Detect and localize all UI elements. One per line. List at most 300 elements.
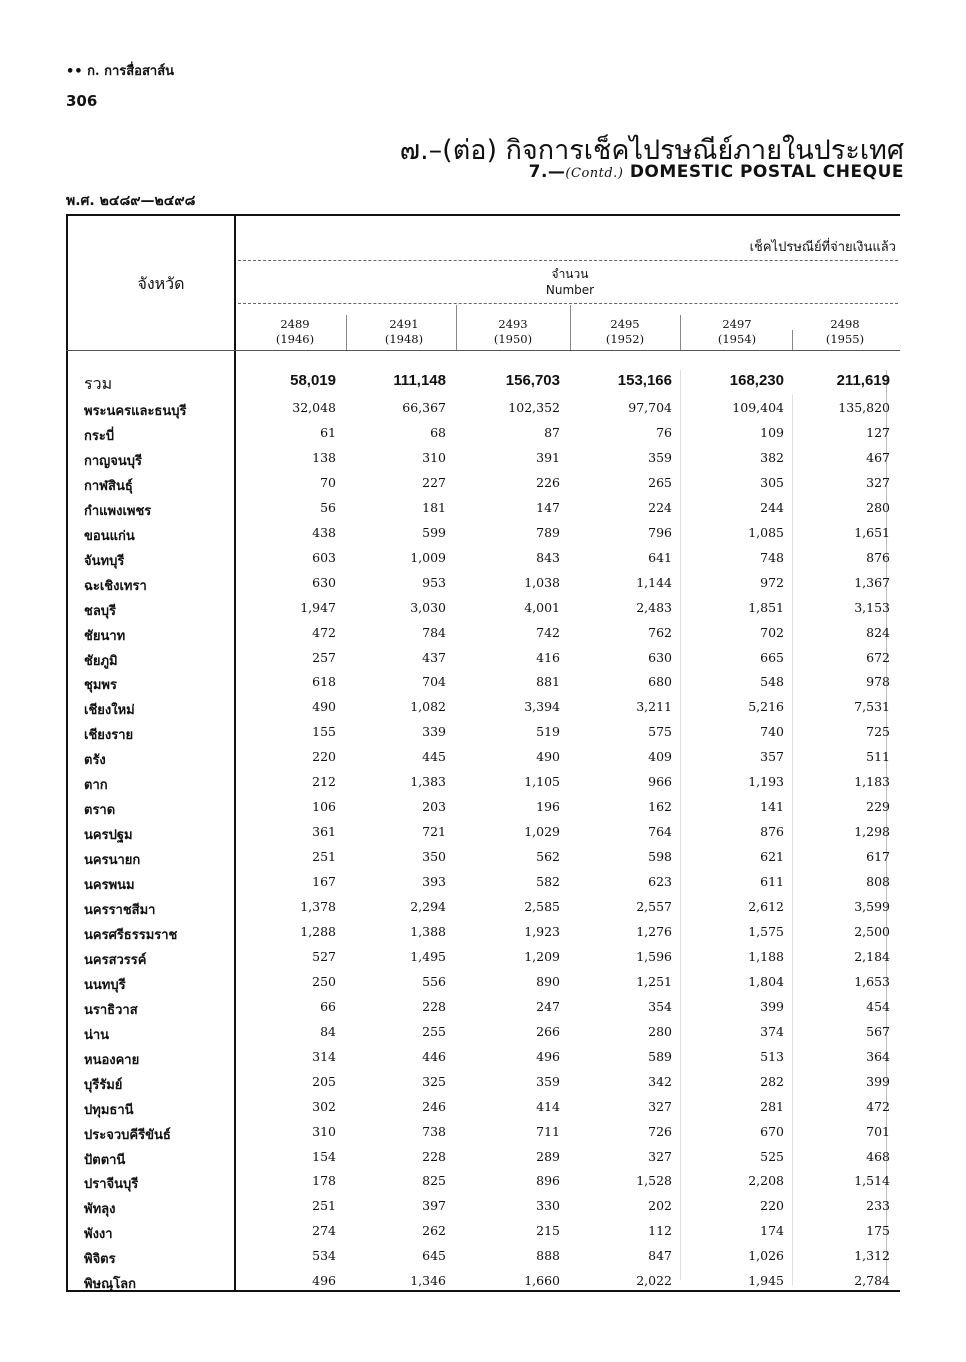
value-cell: 618	[312, 674, 336, 690]
value-cell: 621	[760, 849, 784, 865]
value-cell: 280	[648, 1023, 672, 1039]
table-row	[68, 1173, 900, 1198]
value-cell: 56	[320, 499, 336, 515]
value-cell: 617	[866, 849, 890, 865]
province-name: เชียงราย	[84, 728, 134, 744]
value-cell: 156,703	[505, 372, 560, 389]
value-cell: 847	[648, 1248, 672, 1264]
value-cell: 135,820	[838, 400, 890, 415]
province-name: นครราชสีมา	[84, 903, 156, 918]
title-en-prefix: 7.—	[528, 162, 566, 182]
province-name: ฉะเชิงเทรา	[84, 578, 147, 594]
value-cell: 1,105	[524, 774, 560, 790]
column-separator	[456, 305, 457, 350]
value-cell: 84	[320, 1023, 336, 1039]
value-cell: 175	[866, 1223, 890, 1239]
value-cell: 721	[422, 824, 446, 840]
value-cell: 519	[536, 724, 560, 740]
table-row	[68, 974, 900, 999]
value-cell: 305	[760, 474, 784, 490]
value-cell: 468	[866, 1148, 890, 1164]
value-cell: 611	[760, 874, 784, 890]
year-ce: (1948)	[384, 332, 424, 346]
value-cell: 630	[648, 649, 672, 665]
province-column-header: จังหวัด	[137, 274, 185, 293]
value-cell: 1,298	[854, 824, 890, 840]
value-cell: 726	[648, 1123, 672, 1139]
value-cell: 896	[536, 1173, 560, 1189]
province-name: พิจิตร	[84, 1252, 116, 1268]
table-row	[68, 999, 900, 1024]
value-cell: 711	[536, 1123, 560, 1139]
value-cell: 251	[312, 849, 336, 865]
value-cell: 220	[312, 749, 336, 765]
value-cell: 513	[760, 1048, 784, 1064]
province-name: ปราจีนบุรี	[84, 1177, 139, 1193]
value-cell: 289	[536, 1148, 560, 1164]
value-cell: 1,367	[854, 574, 890, 590]
value-cell: 575	[648, 724, 672, 740]
value-cell: 1,288	[300, 923, 336, 939]
province-name: นครพนม	[84, 878, 135, 894]
province-name: กำแพงเพชร	[84, 503, 152, 519]
value-cell: 196	[536, 799, 560, 815]
year-be: 2489	[280, 317, 310, 331]
value-cell: 562	[536, 849, 560, 865]
value-cell: 203	[422, 799, 446, 815]
value-cell: 824	[866, 624, 890, 640]
value-cell: 7,531	[854, 699, 890, 715]
value-cell: 1,085	[748, 524, 784, 540]
value-cell: 212	[312, 774, 336, 790]
value-cell: 1,575	[748, 923, 784, 939]
value-cell: 327	[866, 474, 890, 490]
table-row	[68, 749, 900, 774]
value-cell: 1,495	[410, 948, 446, 964]
value-cell: 397	[422, 1198, 446, 1214]
table-row	[68, 1049, 900, 1074]
value-cell: 1,183	[854, 774, 890, 790]
province-name: รวม	[84, 374, 113, 393]
table-row	[68, 874, 900, 899]
province-name: ชัยภูมิ	[84, 653, 118, 669]
value-cell: 155	[312, 724, 336, 740]
value-cell: 825	[422, 1173, 446, 1189]
value-cell: 262	[422, 1223, 446, 1239]
value-cell: 76	[656, 424, 672, 440]
page-number: 306	[66, 92, 98, 110]
value-cell: 2,500	[854, 923, 890, 939]
value-cell: 641	[648, 549, 672, 565]
value-cell: 399	[866, 1073, 890, 1089]
value-cell: 467	[866, 449, 890, 465]
column-separator	[680, 315, 681, 350]
province-name: ชุมพร	[84, 678, 117, 694]
value-cell: 589	[648, 1048, 672, 1064]
value-cell: 202	[648, 1198, 672, 1214]
table-row	[68, 1198, 900, 1223]
value-cell: 302	[312, 1098, 336, 1114]
value-cell: 1,009	[410, 549, 446, 565]
value-cell: 102,352	[508, 400, 560, 415]
table-row	[68, 1024, 900, 1049]
table-row	[68, 674, 900, 699]
value-cell: 109,404	[732, 400, 784, 415]
column-separator	[792, 330, 793, 350]
value-cell: 4,001	[524, 599, 560, 615]
table-row	[68, 600, 900, 625]
value-cell: 1,804	[748, 973, 784, 989]
value-cell: 109	[760, 424, 784, 440]
value-cell: 784	[422, 624, 446, 640]
year-be: 2498	[830, 317, 860, 331]
table-row	[68, 1099, 900, 1124]
value-cell: 339	[422, 724, 446, 740]
value-cell: 61	[320, 424, 336, 440]
table-row	[68, 774, 900, 799]
year-ce: (1955)	[825, 332, 865, 346]
table-row	[68, 899, 900, 924]
year-header	[463, 317, 563, 347]
value-cell: 391	[536, 449, 560, 465]
value-cell: 282	[760, 1073, 784, 1089]
province-name: น่าน	[84, 1027, 110, 1043]
table-row	[68, 500, 900, 525]
province-name: ปทุมธานี	[84, 1102, 134, 1118]
province-name: ตาก	[84, 778, 108, 794]
year-header	[795, 317, 895, 347]
value-cell: 725	[866, 724, 890, 740]
value-cell: 598	[648, 849, 672, 865]
value-cell: 2,022	[636, 1273, 672, 1289]
value-cell: 742	[536, 624, 560, 640]
year-header	[575, 317, 675, 347]
table-row	[68, 625, 900, 650]
province-name: ปัตตานี	[84, 1152, 126, 1168]
province-name: ชัยนาท	[84, 628, 126, 644]
value-cell: 1,346	[410, 1273, 446, 1289]
province-name: พังงา	[84, 1227, 113, 1243]
value-cell: 127	[866, 424, 890, 440]
table-row	[68, 849, 900, 874]
value-cell: 58,019	[290, 372, 336, 389]
table-row	[68, 400, 900, 425]
value-cell: 630	[312, 574, 336, 590]
number-header-thai: จำนวน	[551, 267, 589, 281]
value-cell: 2,585	[524, 899, 560, 914]
value-cell: 359	[536, 1073, 560, 1089]
value-cell: 534	[312, 1248, 336, 1264]
value-cell: 556	[422, 973, 446, 989]
year-ce: (1946)	[275, 332, 315, 346]
value-cell: 3,030	[410, 599, 446, 615]
value-cell: 525	[760, 1148, 784, 1164]
year-be: 2491	[389, 317, 419, 331]
year-header	[687, 317, 787, 347]
value-cell: 953	[422, 574, 446, 590]
value-cell: 978	[866, 674, 890, 690]
table-row	[68, 1074, 900, 1099]
value-cell: 665	[760, 649, 784, 665]
value-cell: 226	[536, 474, 560, 490]
table-row	[68, 1273, 900, 1298]
total-row	[68, 372, 900, 397]
value-cell: 1,923	[524, 923, 560, 939]
value-cell: 399	[760, 998, 784, 1014]
value-cell: 740	[760, 724, 784, 740]
province-name: พระนครและธนบุรี	[84, 404, 187, 419]
value-cell: 32,048	[292, 400, 336, 415]
value-cell: 147	[536, 499, 560, 515]
value-cell: 106	[312, 799, 336, 815]
value-cell: 881	[536, 674, 560, 690]
value-cell: 1,026	[748, 1248, 784, 1264]
value-cell: 247	[536, 998, 560, 1014]
running-head: •• ก. การสื่อสาส์น	[66, 64, 175, 79]
value-cell: 1,596	[636, 948, 672, 964]
province-name: เชียงใหม่	[84, 703, 135, 719]
value-cell: 228	[422, 1148, 446, 1164]
title-en-main: DOMESTIC POSTAL CHEQUE	[629, 162, 904, 182]
year-be: 2497	[722, 317, 752, 331]
value-cell: 229	[866, 799, 890, 815]
value-cell: 265	[648, 474, 672, 490]
value-cell: 167	[312, 874, 336, 890]
value-cell: 1,188	[748, 948, 784, 964]
province-name: บุรีรัมย์	[84, 1077, 123, 1093]
value-cell: 327	[648, 1148, 672, 1164]
value-cell: 325	[422, 1073, 446, 1089]
value-cell: 548	[760, 674, 784, 690]
value-cell: 438	[312, 524, 336, 540]
value-cell: 5,216	[748, 699, 784, 715]
value-cell: 704	[422, 674, 446, 690]
value-cell: 350	[422, 849, 446, 865]
value-cell: 496	[536, 1048, 560, 1064]
table-row	[68, 550, 900, 575]
table-row	[68, 1124, 900, 1149]
value-cell: 1,209	[524, 948, 560, 964]
province-name: ตราด	[84, 803, 116, 819]
number-header	[500, 266, 640, 298]
table-row	[68, 924, 900, 949]
year-header	[354, 317, 454, 347]
value-cell: 496	[312, 1273, 336, 1289]
value-cell: 2,294	[410, 899, 446, 914]
group-header-rule	[238, 260, 898, 261]
value-cell: 205	[312, 1073, 336, 1089]
column-separator	[570, 305, 571, 350]
number-header-english: Number	[545, 283, 595, 297]
table-title-english	[529, 162, 904, 182]
province-name: ขอนแก่น	[84, 528, 135, 544]
value-cell: 437	[422, 649, 446, 665]
value-cell: 393	[422, 874, 446, 890]
value-cell: 808	[866, 874, 890, 890]
value-cell: 153,166	[617, 372, 672, 389]
table-title-thai: ๗.–(ต่อ) กิจการเช็คไปรษณีย์ภายในประเทศ	[399, 135, 904, 166]
value-cell: 876	[760, 824, 784, 840]
province-name: นครศรีธรรมราช	[84, 927, 178, 943]
table-row	[68, 525, 900, 550]
value-cell: 738	[422, 1123, 446, 1139]
province-name: กาฬสินธุ์	[84, 478, 133, 494]
value-cell: 374	[760, 1023, 784, 1039]
value-cell: 888	[536, 1248, 560, 1264]
province-name: นครปฐม	[84, 828, 133, 844]
value-cell: 224	[648, 499, 672, 515]
value-cell: 2,208	[748, 1173, 784, 1189]
value-cell: 70	[320, 474, 336, 490]
value-cell: 257	[312, 649, 336, 665]
value-cell: 490	[536, 749, 560, 765]
column-separator	[346, 315, 347, 350]
province-name: นครนายก	[84, 853, 141, 869]
cheques-paid-header: เช็คไปรษณีย์ที่จ่ายเงินแล้ว	[749, 240, 896, 255]
province-name: กระบี่	[84, 428, 115, 444]
year-header	[245, 317, 345, 347]
value-cell: 1,029	[524, 824, 560, 840]
value-cell: 454	[866, 998, 890, 1014]
value-cell: 623	[648, 874, 672, 890]
value-cell: 1,947	[300, 599, 336, 615]
value-cell: 2,483	[636, 599, 672, 615]
value-cell: 567	[866, 1023, 890, 1039]
value-cell: 361	[312, 824, 336, 840]
value-cell: 314	[312, 1048, 336, 1064]
value-cell: 789	[536, 524, 560, 540]
value-cell: 680	[648, 674, 672, 690]
period-label: พ.ศ. ๒๔๘๙—๒๔๙๘	[66, 193, 196, 209]
table-row	[68, 425, 900, 450]
value-cell: 359	[648, 449, 672, 465]
value-cell: 416	[536, 649, 560, 665]
value-cell: 233	[866, 1198, 890, 1214]
value-cell: 281	[760, 1098, 784, 1114]
value-cell: 966	[648, 774, 672, 790]
value-cell: 66	[320, 998, 336, 1014]
value-cell: 1,851	[748, 599, 784, 615]
value-cell: 1,038	[524, 574, 560, 590]
value-cell: 1,383	[410, 774, 446, 790]
value-cell: 748	[760, 549, 784, 565]
province-name: นราธิวาส	[84, 1002, 138, 1018]
value-cell: 527	[312, 948, 336, 964]
table-top-rule	[66, 214, 900, 216]
value-cell: 2,557	[636, 899, 672, 914]
value-cell: 2,612	[748, 899, 784, 914]
value-cell: 112	[648, 1223, 672, 1239]
value-cell: 890	[536, 973, 560, 989]
value-cell: 701	[866, 1123, 890, 1139]
value-cell: 1,653	[854, 973, 890, 989]
value-cell: 154	[312, 1148, 336, 1164]
value-cell: 330	[536, 1198, 560, 1214]
province-name: กาญจนบุรี	[84, 453, 142, 469]
value-cell: 162	[648, 799, 672, 815]
value-cell: 1,514	[854, 1173, 890, 1189]
year-ce: (1952)	[605, 332, 645, 346]
value-cell: 843	[536, 549, 560, 565]
table-row	[68, 1223, 900, 1248]
value-cell: 1,251	[636, 973, 672, 989]
value-cell: 211,619	[836, 372, 890, 389]
header-separator	[66, 350, 900, 351]
value-cell: 3,211	[636, 699, 672, 715]
table-row	[68, 824, 900, 849]
value-cell: 168,230	[729, 372, 784, 389]
value-cell: 599	[422, 524, 446, 540]
value-cell: 220	[760, 1198, 784, 1214]
value-cell: 244	[760, 499, 784, 515]
value-cell: 582	[536, 874, 560, 890]
value-cell: 246	[422, 1098, 446, 1114]
value-cell: 174	[760, 1223, 784, 1239]
number-header-rule	[238, 303, 898, 304]
value-cell: 97,704	[628, 400, 672, 415]
value-cell: 1,378	[300, 899, 336, 914]
value-cell: 3,394	[524, 699, 560, 715]
value-cell: 1,276	[636, 923, 672, 939]
value-cell: 251	[312, 1198, 336, 1214]
value-cell: 762	[648, 624, 672, 640]
value-cell: 764	[648, 824, 672, 840]
value-cell: 472	[312, 624, 336, 640]
value-cell: 414	[536, 1098, 560, 1114]
value-cell: 702	[760, 624, 784, 640]
year-be: 2493	[498, 317, 528, 331]
value-cell: 266	[536, 1023, 560, 1039]
value-cell: 310	[422, 449, 446, 465]
value-cell: 87	[544, 424, 560, 440]
province-name: พิษณุโลก	[84, 1277, 137, 1293]
value-cell: 68	[430, 424, 446, 440]
value-cell: 1,193	[748, 774, 784, 790]
table-row	[68, 799, 900, 824]
province-name: ตรัง	[84, 753, 106, 769]
value-cell: 327	[648, 1098, 672, 1114]
value-cell: 66,367	[402, 400, 446, 415]
value-cell: 1,660	[524, 1273, 560, 1289]
value-cell: 111,148	[393, 372, 446, 389]
table-row	[68, 575, 900, 600]
value-cell: 215	[536, 1223, 560, 1239]
province-name: นนทบุรี	[84, 977, 126, 993]
value-cell: 280	[866, 499, 890, 515]
year-be: 2495	[610, 317, 640, 331]
value-cell: 138	[312, 449, 336, 465]
value-cell: 2,784	[854, 1273, 890, 1289]
value-cell: 445	[422, 749, 446, 765]
value-cell: 3,153	[854, 599, 890, 615]
value-cell: 1,082	[410, 699, 446, 715]
province-name: ประจวบคีรีขันธ์	[84, 1127, 171, 1143]
value-cell: 141	[760, 799, 784, 815]
value-cell: 3,599	[854, 899, 890, 914]
table-row	[68, 724, 900, 749]
value-cell: 1,144	[636, 574, 672, 590]
year-ce: (1950)	[493, 332, 533, 346]
province-name: พัทลุง	[84, 1202, 116, 1218]
year-ce: (1954)	[717, 332, 757, 346]
value-cell: 1,651	[854, 524, 890, 540]
table-row	[68, 650, 900, 675]
value-cell: 796	[648, 524, 672, 540]
title-en-contd: (Contd.)	[565, 166, 624, 181]
table-row	[68, 699, 900, 724]
value-cell: 228	[422, 998, 446, 1014]
table-row	[68, 1248, 900, 1273]
